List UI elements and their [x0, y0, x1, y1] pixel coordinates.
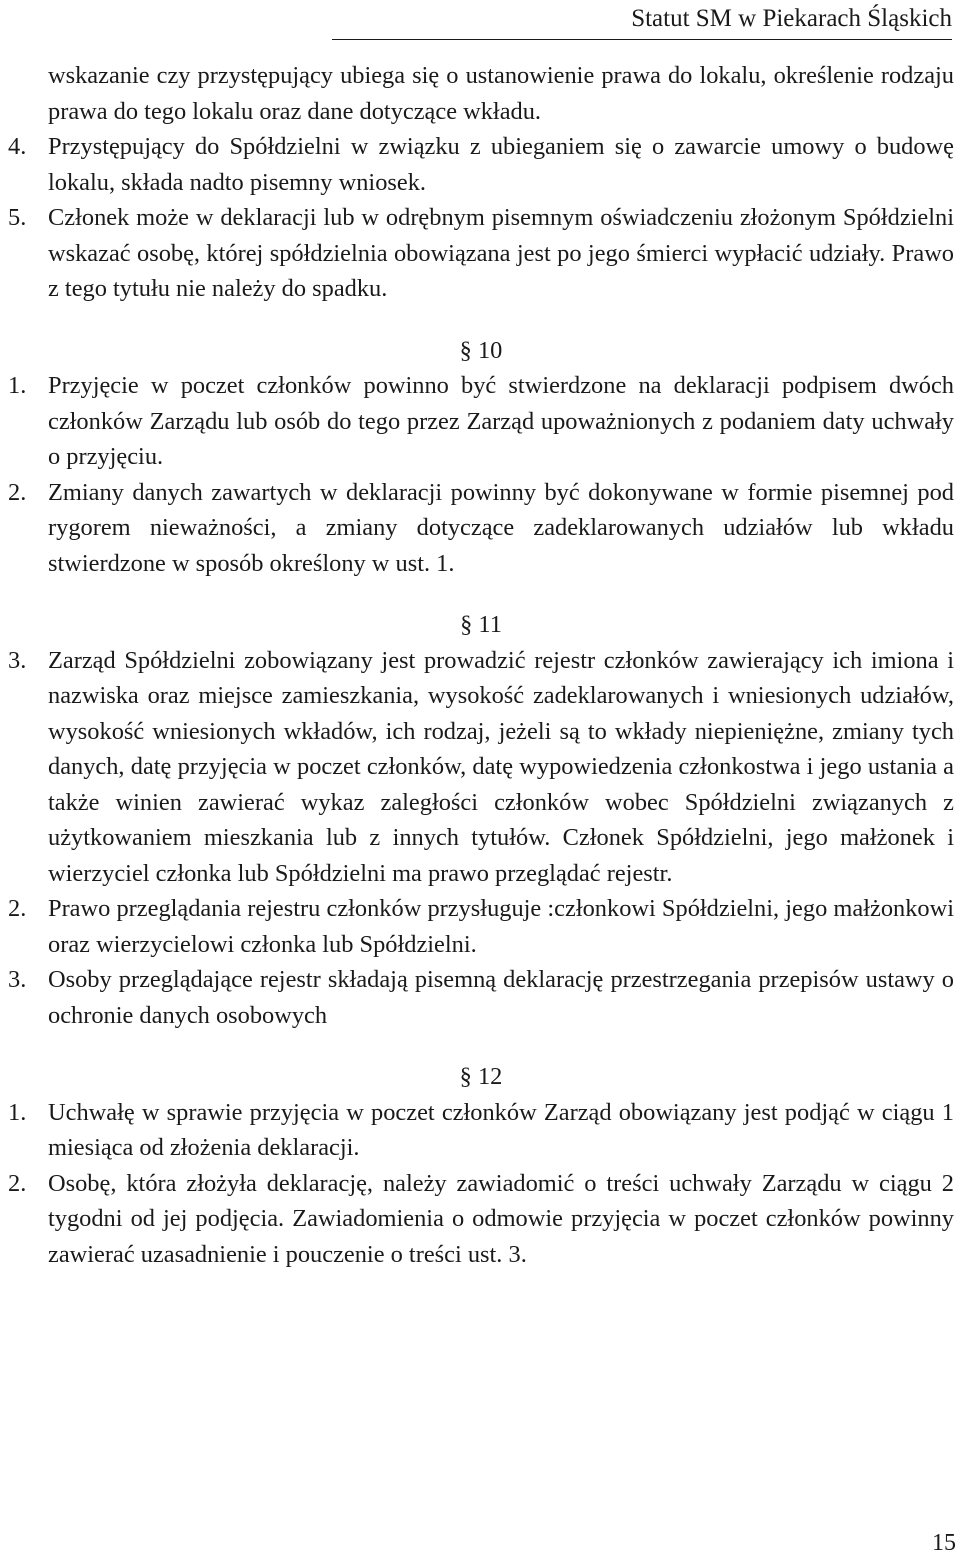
- paragraph-item: [8, 1095, 954, 1166]
- section-heading: § 11: [460, 611, 502, 638]
- paragraph-item: [8, 891, 954, 962]
- paragraph-text: Prawo przeglądania rejestru członków przysługuje :członkowi Spółdzielni, jego małżonkowi oraz wierzycielowi członka lub Spółdzielni.: [48, 895, 954, 958]
- item-number: 5.: [8, 204, 27, 231]
- item-number: 3.: [8, 966, 27, 993]
- item-number: 2.: [8, 895, 27, 922]
- paragraph-text: Osobę, która złożyła deklarację, należy zawiadomić o treści uchwały Zarządu w ciągu 2 tygodni od jej podjęcia. Zawiadomienia o odmowie przyjęcia w poczet członków powinny zawierać uzasadnienie i pouczenie o treści ust. 3.: [48, 1169, 954, 1268]
- paragraph-text: wskazanie czy przystępujący ubiega się o ustanowienie prawa do lokalu, określenie rodzaju prawa do tego lokalu oraz dane dotyczące wkładu.: [48, 62, 954, 125]
- paragraph-text: Zarząd Spółdzielni zobowiązany jest prowadzić rejestr członków zawierający ich imiona i nazwiska oraz miejsce zamieszkania, wysokość zadeklarowanych i wniesionych udziałów, wysokość wniesionych wkładów, ich rodzaj, jeżeli są to wkłady niepieniężne, zmiany tych danych, datę przyjęcia w poczet członków, datę wypowiedzenia członkostwa i jego ustania a także winien zawierać wykaz zaległości członków wobec Spółdzielni związanych z użytkowaniem mieszkania lub z innych tytułów. Członek Spółdzielni, jego małżonek i wierzyciel członka lub Spółdzielni ma prawo przeglądać rejestr.: [48, 646, 954, 887]
- paragraph-item: [8, 1166, 954, 1273]
- spacer: [8, 1033, 954, 1059]
- item-number: 2.: [8, 1169, 27, 1197]
- item-number: 3.: [8, 646, 27, 674]
- paragraph-item: [8, 200, 954, 307]
- item-number: 1.: [8, 372, 27, 399]
- item-number: 2.: [8, 478, 27, 506]
- spacer: [8, 581, 954, 607]
- paragraph-item: [8, 368, 954, 475]
- paragraph-item: [8, 475, 954, 582]
- paragraph-text: Osoby przeglądające rejestr składają pisemną deklarację przestrzegania przepisów ustawy o ochronie danych osobowych: [48, 966, 954, 1029]
- paragraph-item: [8, 129, 954, 200]
- header-rule: [332, 39, 952, 40]
- page-content: [8, 58, 954, 1272]
- item-number: 1.: [8, 1098, 27, 1126]
- section-heading: § 12: [459, 1063, 503, 1090]
- paragraph-text: Przystępujący do Spółdzielni w związku z ubieganiem się o zawarcie umowy o budowę lokalu, składa nadto pisemny wniosek.: [48, 133, 954, 196]
- page-number: 15: [932, 1530, 956, 1556]
- paragraph-text: Zmiany danych zawartych w deklaracji powinny być dokonywane w formie pisemnej pod rygorem nieważności, a zmiany dotyczące zadeklarowanych udziałów lub wkładu stwierdzone w sposób określony w ust. 1.: [48, 478, 954, 577]
- paragraph-item: [8, 962, 954, 1033]
- item-number: 4.: [8, 133, 27, 160]
- paragraph-item: [8, 643, 954, 892]
- paragraph-text: Przyjęcie w poczet członków powinno być stwierdzone na deklaracji podpisem dwóch członków Zarządu lub osób do tego przez Zarząd upoważnionych z podaniem daty uchwały o przyjęciu.: [48, 372, 954, 470]
- section-heading: § 10: [459, 336, 503, 364]
- paragraph-text: Uchwałę w sprawie przyjęcia w poczet członków Zarząd obowiązany jest podjąć w ciągu 1 miesiąca od złożenia deklaracji.: [48, 1098, 954, 1161]
- spacer: [8, 307, 954, 333]
- paragraph-text: Członek może w deklaracji lub w odrębnym pisemnym oświadczeniu złożonym Spółdzielni wskazać osobę, której spółdzielnia obowiązana jest po jego śmierci wypłacić udziały. Prawo z tego tytułu nie należy do spadku.: [48, 204, 954, 302]
- document-title: Statut SM w Piekarach Śląskich: [631, 5, 952, 32]
- running-header: [332, 2, 952, 40]
- paragraph-continuation: [8, 58, 954, 129]
